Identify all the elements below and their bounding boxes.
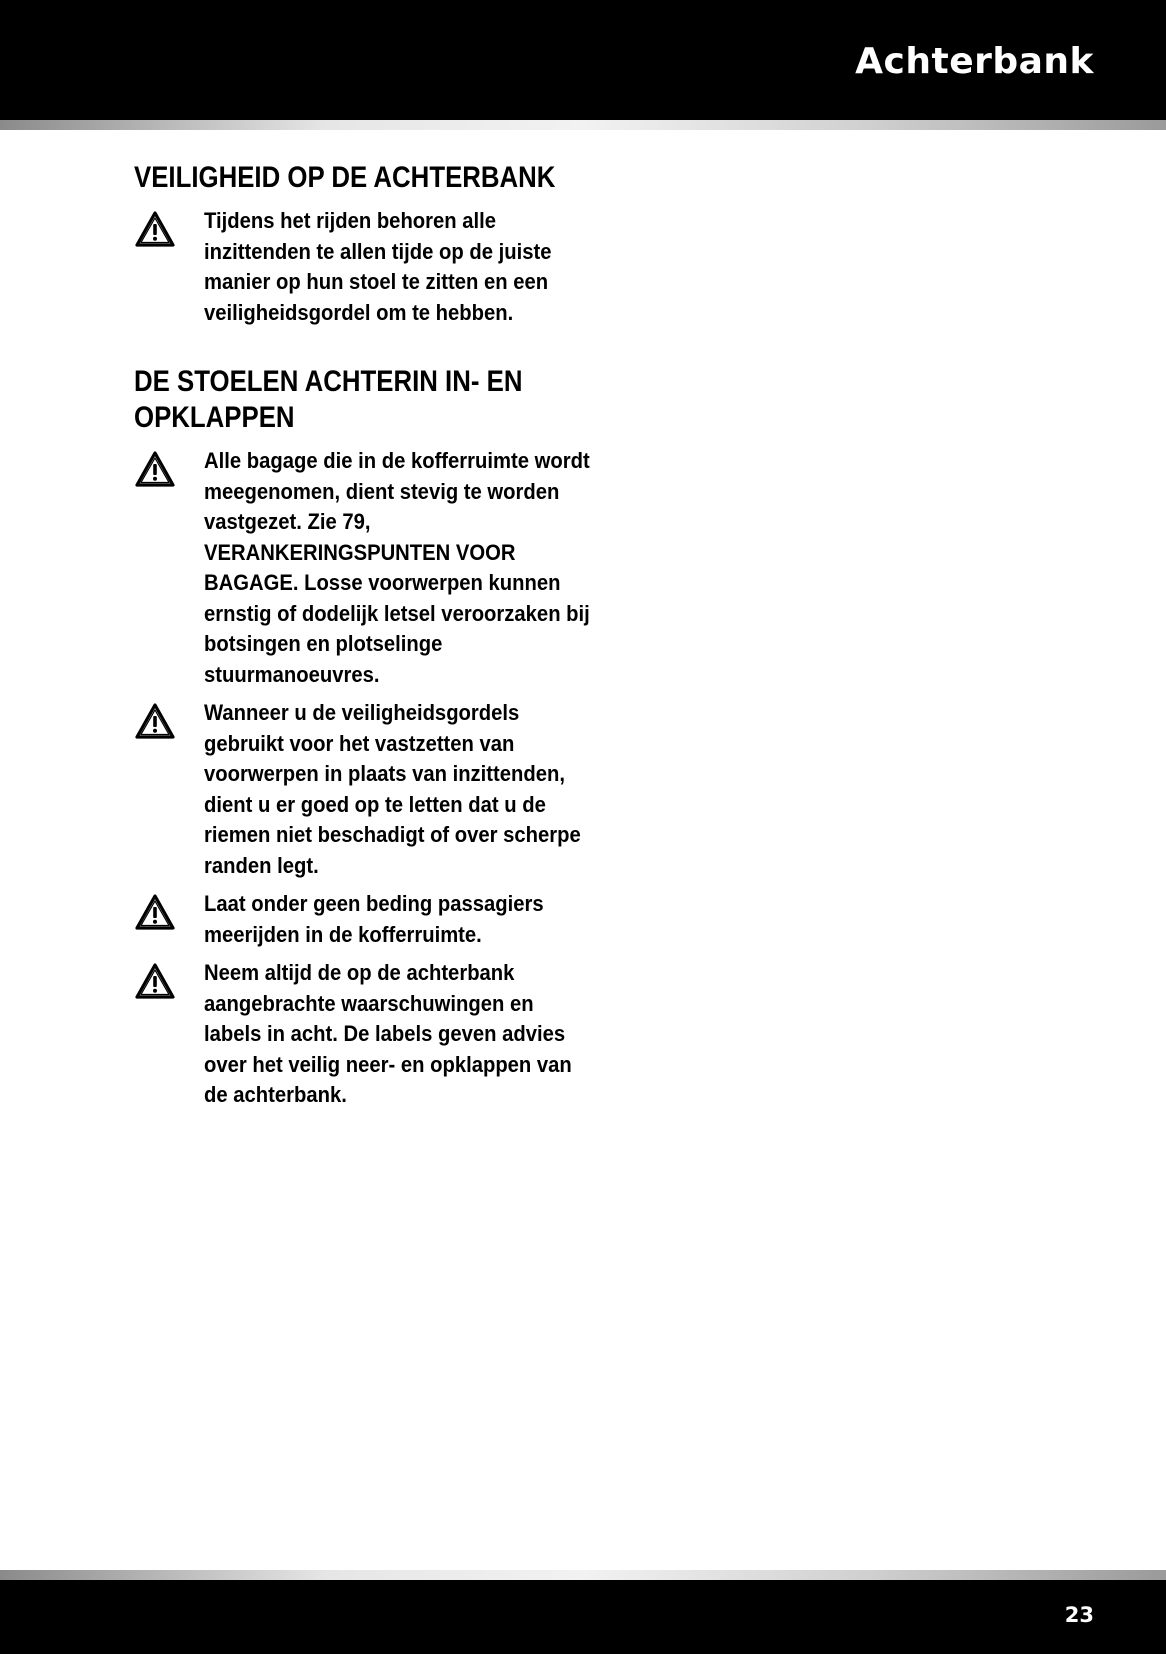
page-header (0, 0, 1166, 120)
page-number: 23 (1064, 1603, 1094, 1627)
warning-triangle-icon (134, 702, 176, 740)
page-footer (0, 1580, 1166, 1654)
section-heading-line: DE STOELEN ACHTERIN IN- EN (134, 365, 523, 398)
warning-item (134, 206, 604, 328)
warning-item (134, 889, 604, 950)
warning-item (134, 958, 604, 1111)
warning-triangle-icon (134, 962, 176, 1000)
warning-triangle-icon (134, 210, 176, 248)
warning-text: Wanneer u de veiligheidsgordels gebruikt voor het vastzetten van voorwerpen in plaats van inzittenden, dient u er goed op te letten dat u de riemen niet beschadigt of over scherpe randen legt. (204, 700, 581, 878)
section-heading-folding (134, 364, 538, 436)
main-content (134, 160, 604, 1119)
warning-triangle-icon (134, 893, 176, 931)
warning-item (134, 446, 604, 690)
section-heading-safety: VEILIGHEID OP DE ACHTERBANK (134, 161, 556, 194)
warning-triangle-icon (134, 450, 176, 488)
warning-text: Laat onder geen beding passagiers meerijden in de kofferruimte. (204, 891, 544, 947)
page-title: Achterbank (855, 41, 1094, 82)
warning-text: Neem altijd de op de achterbank aangebrachte waarschuwingen en labels in acht. De labels geven advies over het veilig neer- en opklappen van de achterbank. (204, 960, 572, 1107)
warning-text: Alle bagage die in de kofferruimte wordt meegenomen, dient stevig te worden vastgezet. Zie 79, VERANKERINGSPUNTEN VOOR BAGAGE. Losse voorwerpen kunnen ernstig of dodelijk letsel veroorzaken bij botsingen en plotselinge stuurmanoeuvres. (204, 448, 590, 687)
warning-item (134, 698, 604, 881)
section-heading-line: OPKLAPPEN (134, 401, 295, 434)
footer-divider (0, 1570, 1166, 1580)
header-divider (0, 120, 1166, 130)
warning-text: Tijdens het rijden behoren alle inzittenden te allen tijde op de juiste manier op hun stoel te zitten en een veiligheidsgordel om te hebben. (204, 208, 552, 325)
